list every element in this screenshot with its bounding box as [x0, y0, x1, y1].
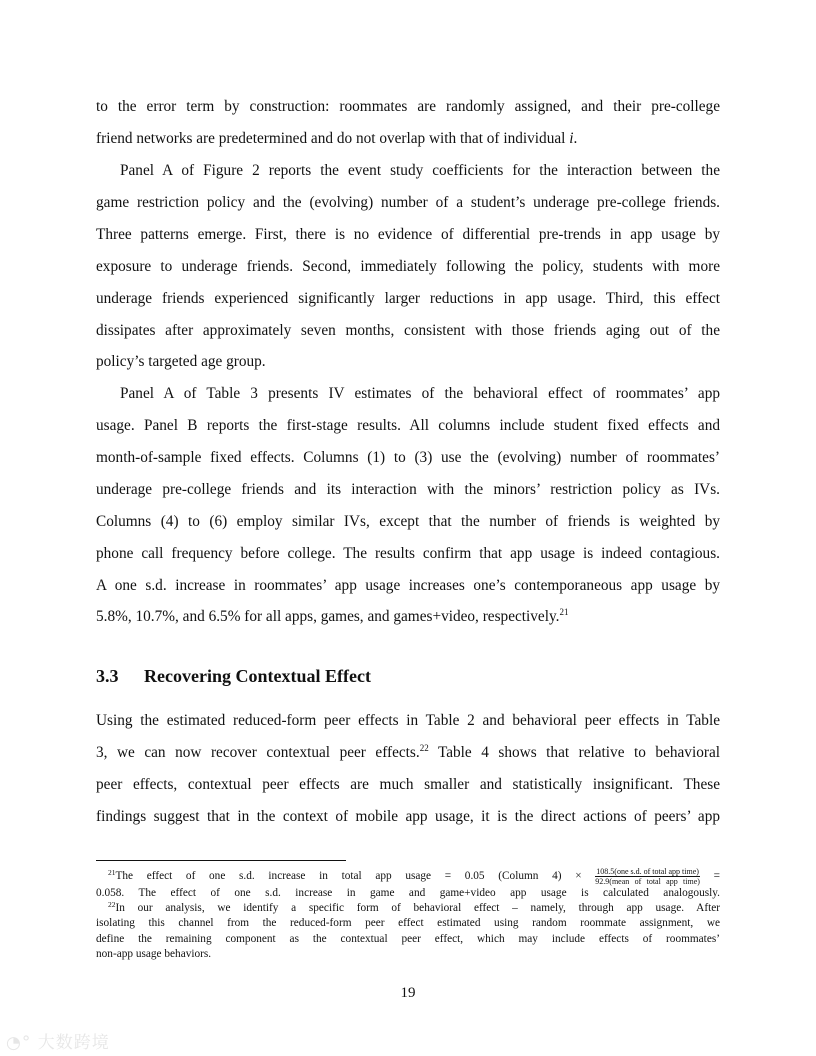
footnote-text: =	[713, 870, 720, 883]
body-line	[96, 129, 720, 149]
body-line	[96, 225, 720, 245]
text-segment: Columns (4) to (6) employ similar IVs, except that the number of friends is weighted by	[96, 513, 720, 530]
text-segment: 3, we can now recover contextual peer effects.	[96, 744, 420, 761]
text-segment: usage. Panel B reports the first-stage results. All columns include student fixed effects and	[96, 417, 720, 434]
text-segment: 5.8%, 10.7%, and 6.5% for all apps, games, and games+video, respectively.	[96, 608, 560, 625]
body-line	[96, 576, 720, 596]
math-variable: i	[569, 130, 574, 147]
fraction-denominator: 92.9(mean of total app time)	[595, 877, 700, 886]
body-line	[96, 289, 720, 309]
footnote-mark: 21	[108, 868, 116, 878]
footnote-22-line-2: isolating this channel from the reduced-form peer effect estimated using random roommate assignment, we	[96, 917, 720, 929]
watermark-logo: ◔° 大数跨境	[6, 1033, 110, 1053]
text-segment: peer effects, contextual peer effects are much smaller and statistically insignificant. These	[96, 776, 720, 793]
body-line	[96, 352, 720, 372]
text-segment: Using the estimated reduced-form peer effects in Table 2 and behavioral peer effects in Table	[96, 712, 720, 729]
text-segment: exposure to underage friends. Second, immediately following the policy, students with more	[96, 258, 720, 275]
body-line	[120, 161, 720, 181]
body-line	[96, 257, 720, 277]
footnote-reference: 22	[419, 743, 429, 753]
footnote-21-line-2: 0.058. The effect of one s.d. increase in game and game+video app usage is calculated analogously.	[96, 887, 720, 899]
section-heading	[96, 666, 371, 687]
body-line	[96, 97, 720, 117]
text-segment: A one s.d. increase in roommates’ app usage increases one’s contemporaneous app usage by	[96, 577, 720, 594]
footnote-text: The effect of one s.d. increase in total app usage = 0.05 (Column 4) ×	[115, 870, 582, 883]
body-line	[96, 711, 720, 731]
body-line	[96, 193, 720, 213]
text-segment: underage friends experienced significantly larger reductions in app usage. Third, this effect	[96, 290, 720, 307]
text-segment: Three patterns emerge. First, there is no evidence of differential pre-trends in app usage by	[96, 226, 720, 243]
body-line	[120, 384, 720, 404]
page-number: 19	[400, 985, 416, 1001]
text-segment: month-of-sample fixed effects. Columns (1) to (3) use the (evolving) number of roommates’	[96, 449, 720, 466]
text-segment: policy’s targeted age group.	[96, 353, 266, 370]
text-segment: Panel A of Table 3 presents IV estimates of the behavioral effect of roommates’ app	[120, 385, 720, 402]
text-segment: phone call frequency before college. The results confirm that app usage is indeed contagious.	[96, 545, 720, 562]
text-segment: dissipates after approximately seven months, consistent with those friends aging out of the	[96, 322, 720, 339]
text-segment: Table 4 shows that relative to behavioral	[428, 744, 720, 761]
body-line	[96, 321, 720, 341]
body-line	[96, 775, 720, 795]
fraction-numerator: 108.5(one s.d. of total app time)	[596, 867, 699, 876]
section-title: Recovering Contextual Effect	[144, 666, 371, 686]
body-line	[96, 607, 720, 627]
body-line	[96, 416, 720, 436]
text-segment: .	[573, 130, 578, 147]
body-line	[96, 743, 720, 763]
text-segment: to the error term by construction: roommates are randomly assigned, and their pre-college	[96, 98, 720, 115]
text-segment: Panel A of Figure 2 reports the event study coefficients for the interaction between the	[120, 162, 720, 179]
body-line	[96, 480, 720, 500]
body-line	[96, 544, 720, 564]
footnote-22-line-3: define the remaining component as the contextual peer effect, which may include effects of roommates’	[96, 933, 720, 945]
section-number: 3.3	[96, 666, 119, 686]
footnote-21-line-1	[108, 867, 720, 886]
text-segment: underage pre-college friends and its interaction with the minors’ restriction policy as IVs.	[96, 481, 720, 498]
footnote-rule	[96, 860, 346, 861]
footnote-22-line-4: non-app usage behaviors.	[96, 948, 212, 960]
body-line	[96, 512, 720, 532]
body-line	[96, 807, 720, 827]
footnote-text: In our analysis, we identify a specific form of behavioral effect – namely, through app usage. After	[115, 902, 720, 914]
fraction	[595, 867, 700, 886]
footnote-mark: 22	[108, 900, 116, 909]
body-line	[96, 448, 720, 468]
text-segment: friend networks are predetermined and do not overlap with that of individual	[96, 130, 570, 147]
text-segment: findings suggest that in the context of mobile app usage, it is the direct actions of peers’ app	[96, 808, 720, 825]
footnote-reference: 21	[559, 607, 569, 617]
footnote-22-line-1	[108, 901, 720, 915]
text-segment: game restriction policy and the (evolving) number of a student’s underage pre-college friends.	[96, 194, 720, 211]
